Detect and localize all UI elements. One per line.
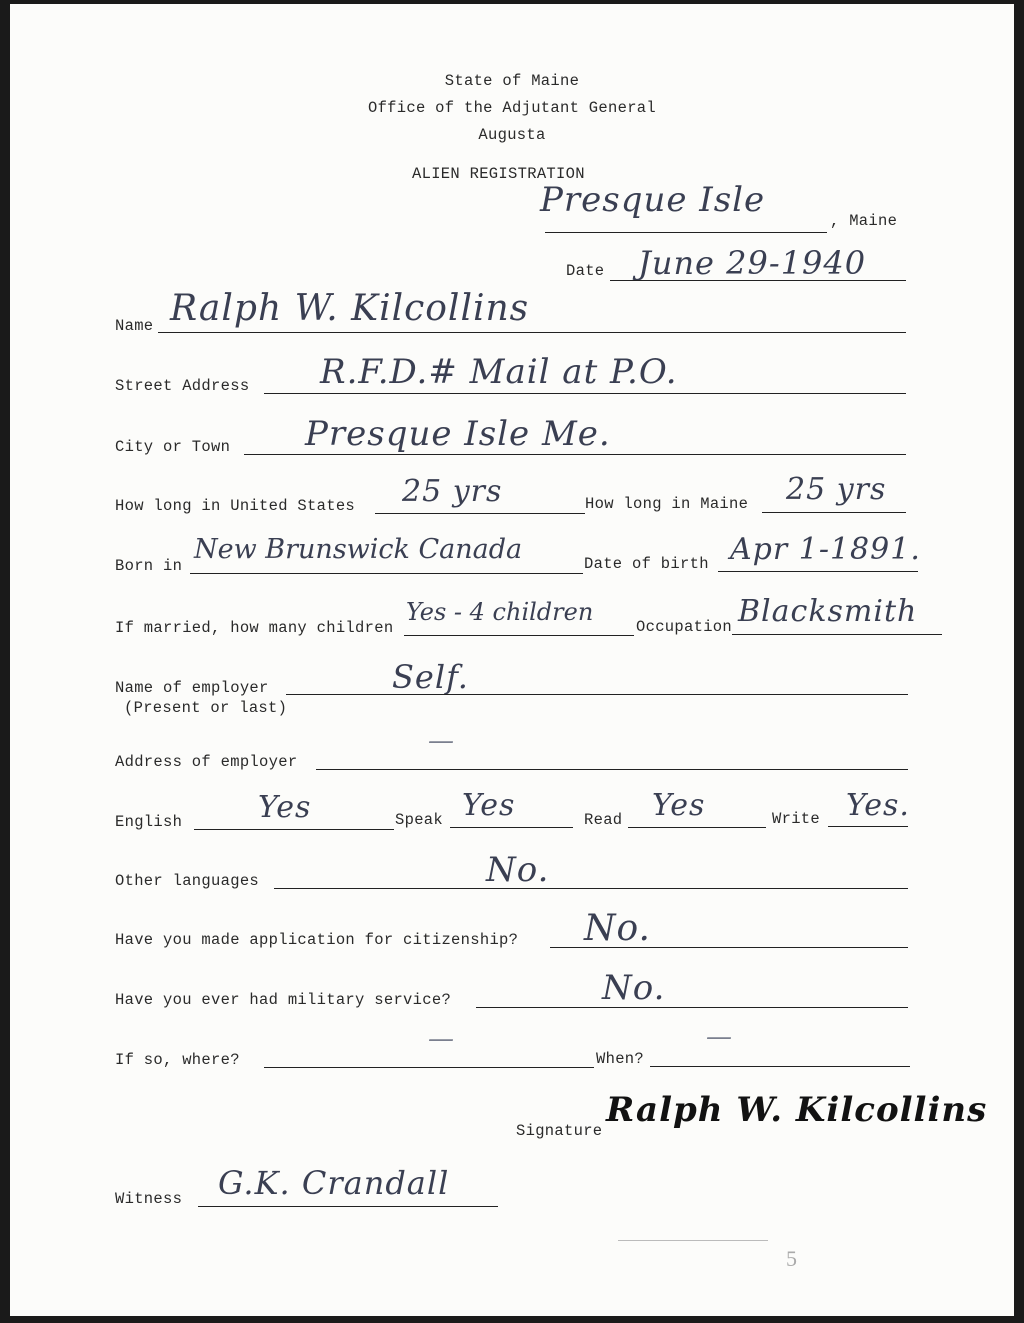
witness-value: G.K. Crandall — [218, 1164, 450, 1202]
witness-label: Witness — [115, 1190, 183, 1208]
military-value: No. — [602, 968, 666, 1008]
signature-label: Signature — [516, 1122, 603, 1140]
employer-line — [286, 694, 908, 695]
where-label: If so, where? — [115, 1051, 240, 1069]
other-lang-label: Other languages — [115, 872, 260, 890]
city-line — [244, 454, 906, 455]
english-label: English — [115, 813, 183, 831]
when-label: When? — [596, 1050, 645, 1068]
read-label: Read — [584, 811, 623, 829]
when-value: — — [706, 1022, 733, 1052]
employer-addr-value: — — [428, 726, 455, 756]
occupation-value: Blacksmith — [738, 594, 918, 629]
military-line — [476, 1007, 908, 1008]
street-label: Street Address — [115, 377, 250, 395]
children-line — [404, 635, 634, 636]
faint-mark — [618, 1240, 768, 1241]
citizenship-label: Have you made application for citizenship? — [115, 931, 519, 949]
how-long-me-value: 25 yrs — [786, 472, 887, 507]
street-value: R.F.D.# Mail at P.O. — [320, 352, 678, 392]
citizenship-line — [550, 947, 908, 948]
english-value: Yes — [258, 790, 312, 825]
read-line — [628, 827, 766, 828]
street-line — [264, 393, 906, 394]
speak-label: Speak — [395, 811, 444, 829]
occupation-label: Occupation — [636, 618, 733, 636]
when-line — [650, 1066, 910, 1067]
citizenship-value: No. — [584, 908, 651, 949]
name-line — [158, 332, 906, 333]
english-line — [194, 829, 394, 830]
city-label: City or Town — [115, 438, 231, 456]
place-line — [545, 232, 827, 233]
how-long-me-label: How long in Maine — [585, 495, 749, 513]
born-in-value: New Brunswick Canada — [194, 534, 523, 565]
where-value: — — [428, 1024, 455, 1054]
witness-line — [198, 1206, 498, 1207]
write-value: Yes. — [846, 788, 910, 823]
speak-line — [450, 827, 573, 828]
date-value: June 29-1940 — [638, 244, 867, 282]
employer-label: Name of employer — [115, 679, 269, 697]
date-label: Date — [566, 262, 605, 280]
children-label: If married, how many children — [115, 619, 394, 637]
speak-value: Yes — [462, 788, 516, 823]
name-value: Ralph W. Kilcollins — [170, 288, 530, 329]
form-title: ALIEN REGISTRATION — [412, 165, 585, 183]
how-long-us-label: How long in United States — [115, 497, 356, 515]
employer-value: Self. — [392, 658, 469, 696]
how-long-me-line — [762, 512, 906, 513]
dob-line — [718, 571, 918, 572]
read-value: Yes — [652, 788, 706, 823]
write-label: Write — [772, 810, 821, 828]
page-number: 5 — [786, 1246, 797, 1271]
registration-form — [10, 4, 1014, 1316]
born-in-label: Born in — [115, 557, 183, 575]
header-state: State of Maine — [444, 72, 580, 90]
header-city: Augusta — [478, 126, 546, 144]
occupation-line — [732, 634, 942, 635]
dob-value: Apr 1-1891. — [730, 532, 921, 567]
name-label: Name — [115, 317, 154, 335]
how-long-us-value: 25 yrs — [402, 474, 503, 509]
employer-sublabel: (Present or last) — [124, 699, 288, 717]
children-value: Yes - 4 children — [406, 598, 594, 626]
how-long-us-line — [375, 513, 585, 514]
where-line — [264, 1067, 594, 1068]
employer-addr-label: Address of employer — [115, 753, 298, 771]
write-line — [828, 826, 908, 827]
signature-value: Ralph W. Kilcollins — [606, 1090, 988, 1130]
military-label: Have you ever had military service? — [115, 991, 452, 1009]
employer-addr-line — [316, 769, 908, 770]
other-lang-value: No. — [486, 850, 550, 890]
city-value: Presque Isle Me. — [305, 414, 611, 454]
born-in-line — [190, 573, 583, 574]
dob-label: Date of birth — [584, 555, 709, 573]
date-line — [610, 280, 906, 281]
place-value: Presque Isle — [540, 180, 766, 220]
header-office: Office of the Adjutant General — [367, 99, 657, 117]
place-suffix: , Maine — [830, 212, 898, 230]
other-lang-line — [274, 888, 908, 889]
